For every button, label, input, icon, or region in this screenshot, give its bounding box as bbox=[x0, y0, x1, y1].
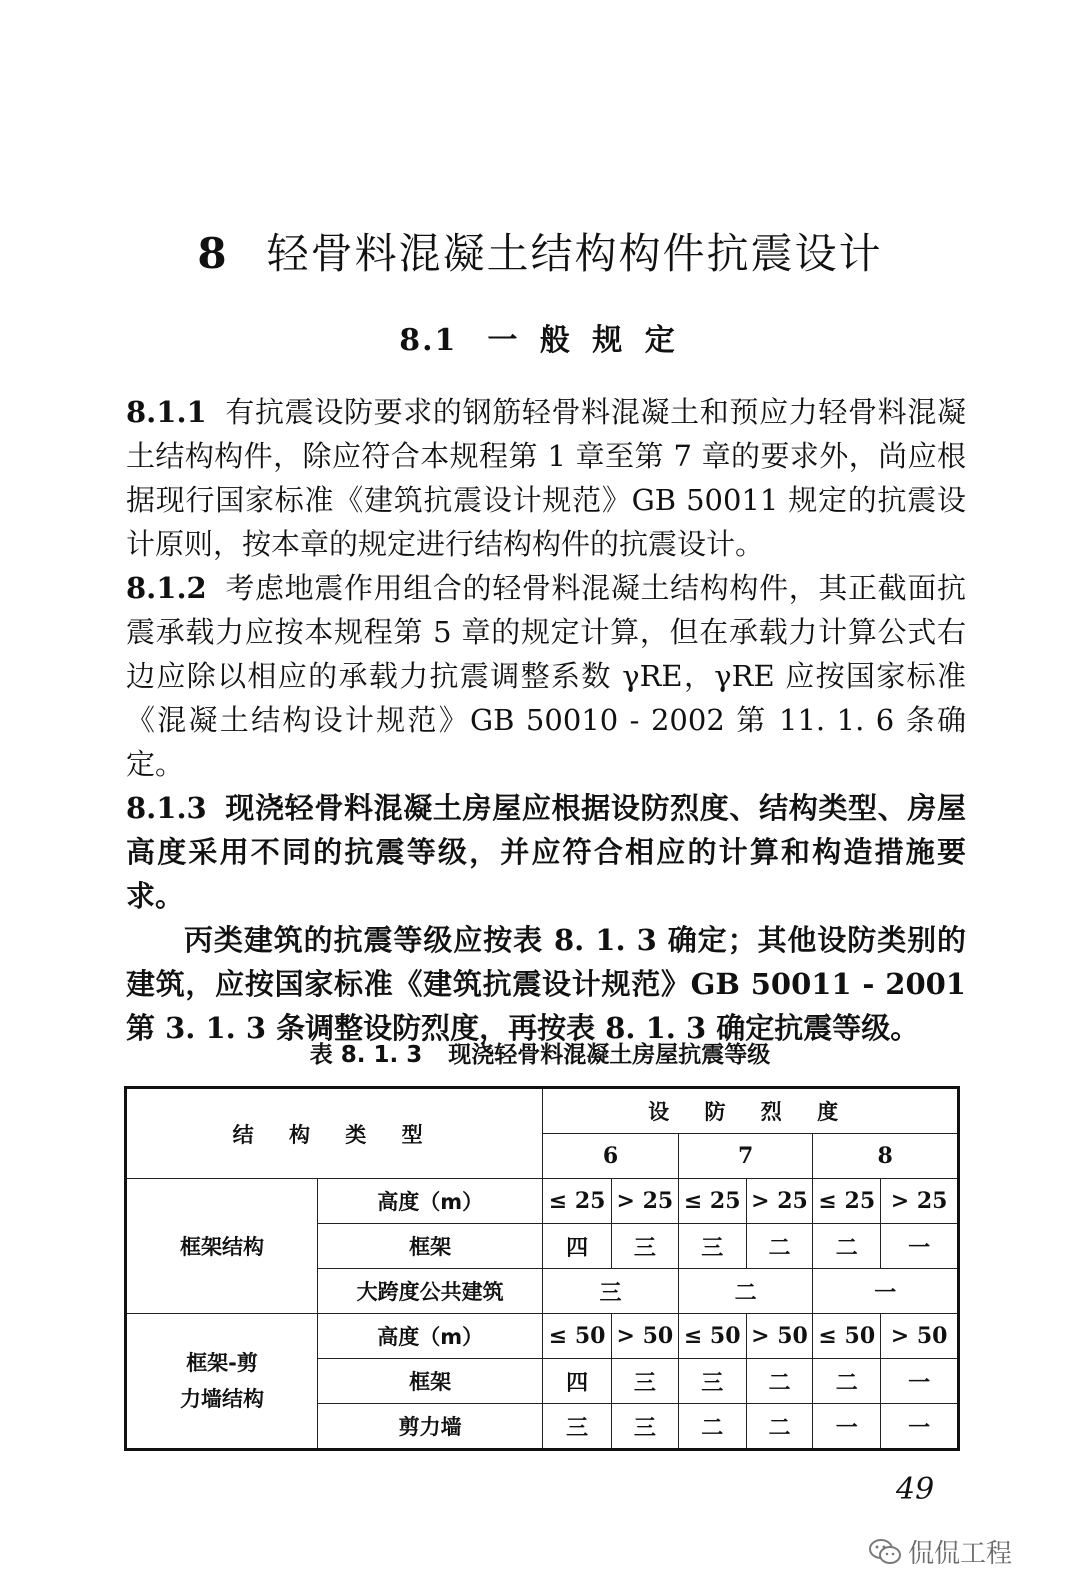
clause-text: 有抗震设防要求的钢筋轻骨料混凝土和预应力轻骨料混凝土结构构件，除应符合本规程第 1 章至第 7 章的要求外，尚应根据现行国家标准《建筑抗震设计规范》GB 50011 规定的抗震设计原则，按本章的规定进行结构构件的抗震设计。 bbox=[126, 395, 966, 561]
degree-7: 7 bbox=[678, 1134, 813, 1179]
table-cell: 三 bbox=[612, 1224, 679, 1269]
clause-text: 考虑地震作用组合的轻骨料混凝土结构构件，其正截面抗震承载力应按本规程第 5 章的规定计算，但在承载力计算公式右边应除以相应的承载力抗震调整系数 γRE，γRE 应按国家标准《混凝土结构设计规范》GB 50010 - 2002 第 11. 1. 6 条确定。 bbox=[126, 571, 966, 781]
row-label: 高度（m） bbox=[318, 1314, 543, 1359]
clause-text: 丙类建筑的抗震等级应按表 8. 1. 3 确定；其他设防类别的建筑，应按国家标准《建筑抗震设计规范》GB 50011 - 2001 第 3. 1. 3 条调整设防烈度，再按表 8. 1. 3 确定抗震等级。 bbox=[126, 923, 966, 1045]
chapter-number: 8 bbox=[197, 229, 229, 278]
section-number: 8.1 bbox=[399, 323, 458, 358]
page-number: 49 bbox=[896, 1472, 935, 1507]
table-cell: > 50 bbox=[881, 1314, 959, 1359]
table-cell: > 25 bbox=[612, 1179, 679, 1224]
table-caption-number: 表 8. 1. 3 bbox=[309, 1042, 423, 1068]
structure-type-header: 结 构 类 型 bbox=[126, 1088, 543, 1179]
degree-6: 6 bbox=[543, 1134, 679, 1179]
section-title bbox=[0, 318, 1080, 364]
table-cell: 二 bbox=[813, 1224, 881, 1269]
table-cell: ≤ 50 bbox=[678, 1314, 746, 1359]
table-cell: 三 bbox=[612, 1404, 679, 1450]
table-cell: 二 bbox=[746, 1404, 813, 1450]
table-cell: 三 bbox=[678, 1224, 746, 1269]
clause-number: 8.1.1 bbox=[126, 395, 207, 429]
table-cell: 三 bbox=[543, 1404, 612, 1450]
table-cell: 二 bbox=[746, 1224, 813, 1269]
table-cell: 一 bbox=[813, 1404, 881, 1450]
row-label: 框架 bbox=[318, 1224, 543, 1269]
table-cell: 三 bbox=[612, 1359, 679, 1404]
table-cell: > 50 bbox=[746, 1314, 813, 1359]
table-cell: > 25 bbox=[746, 1179, 813, 1224]
table-cell: 一 bbox=[813, 1269, 959, 1314]
table-cell: 二 bbox=[678, 1404, 746, 1450]
intensity-header: 设 防 烈 度 bbox=[543, 1088, 959, 1134]
chapter-heading: 轻骨料混凝土结构构件抗震设计 bbox=[266, 229, 883, 278]
row-label: 剪力墙 bbox=[318, 1404, 543, 1450]
table-cell: 一 bbox=[881, 1224, 959, 1269]
table-cell: ≤ 25 bbox=[813, 1179, 881, 1224]
table-row bbox=[126, 1179, 959, 1224]
group-frame: 框架结构 bbox=[126, 1179, 318, 1314]
table-cell: 二 bbox=[678, 1269, 813, 1314]
table-header-row bbox=[126, 1088, 959, 1134]
table-cell: 二 bbox=[813, 1359, 881, 1404]
table-cell: 四 bbox=[543, 1224, 612, 1269]
group-frame-shearwall: 框架-剪 力墙结构 bbox=[126, 1314, 318, 1450]
table-cell: ≤ 25 bbox=[543, 1179, 612, 1224]
table-cell: 一 bbox=[881, 1359, 959, 1404]
table-cell: 三 bbox=[543, 1269, 679, 1314]
degree-8: 8 bbox=[813, 1134, 959, 1179]
table-caption-title: 现浇轻骨料混凝土房屋抗震等级 bbox=[448, 1042, 771, 1068]
table-cell: 四 bbox=[543, 1359, 612, 1404]
table-caption bbox=[0, 1038, 1080, 1072]
table-cell: ≤ 25 bbox=[678, 1179, 746, 1224]
row-label: 大跨度公共建筑 bbox=[318, 1269, 543, 1314]
body-text bbox=[126, 390, 966, 1050]
watermark bbox=[868, 1533, 1012, 1570]
clause-8-1-3-note bbox=[126, 918, 966, 1050]
clause-number: 8.1.3 bbox=[126, 791, 207, 825]
row-label: 框架 bbox=[318, 1359, 543, 1404]
table-cell: > 25 bbox=[881, 1179, 959, 1224]
table-cell: ≤ 50 bbox=[813, 1314, 881, 1359]
row-label: 高度（m） bbox=[318, 1179, 543, 1224]
table-cell: 三 bbox=[678, 1359, 746, 1404]
clause-number: 8.1.2 bbox=[126, 571, 207, 605]
watermark-text: 侃侃工程 bbox=[908, 1539, 1013, 1569]
section-heading: 一 般 规 定 bbox=[487, 323, 681, 358]
clause-8-1-3 bbox=[126, 786, 966, 918]
chapter-title bbox=[0, 224, 1080, 284]
seismic-grade-table bbox=[124, 1086, 960, 1451]
clause-8-1-2 bbox=[126, 566, 966, 786]
table-cell: ≤ 50 bbox=[543, 1314, 612, 1359]
wechat-icon bbox=[868, 1538, 902, 1566]
table-cell: > 50 bbox=[612, 1314, 679, 1359]
clause-8-1-1 bbox=[126, 390, 966, 566]
table-row bbox=[126, 1314, 959, 1359]
clause-text: 现浇轻骨料混凝土房屋应根据设防烈度、结构类型、房屋高度采用不同的抗震等级，并应符合相应的计算和构造措施要求。 bbox=[126, 791, 966, 913]
table-cell: 一 bbox=[881, 1404, 959, 1450]
table-cell: 二 bbox=[746, 1359, 813, 1404]
